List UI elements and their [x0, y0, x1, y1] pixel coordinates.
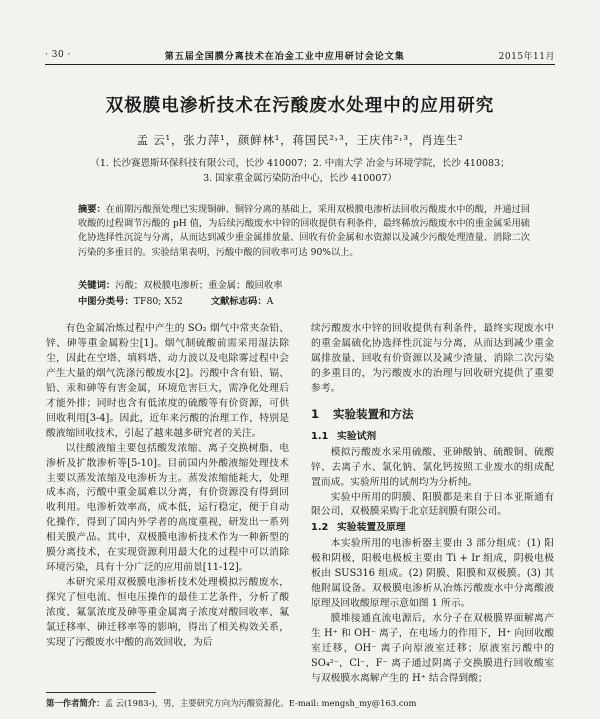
affiliation-line: （1. 长沙赛恩斯环保科技有限公司，长沙 410007；2. 中南大学 冶金与环境学院，长沙 410083； [90, 158, 510, 169]
body-paragraph: 膜堆接通直流电源后，水分子在双极膜界面解离产生 H⁺ 和 OH⁻ 离子，在电场力的作用下，H⁺ 向回收酸室迁移，OH⁻ 离子向原液室迁移；原液室污酸中的 SO₄²⁻，Cl⁻，F⁻ 离子通过阴离子交换膜进行回收酸室与双极膜水离解产生的 H⁺ 结合得到酸； [311, 613, 554, 684]
right-column [311, 322, 554, 687]
section-number: 1 [311, 406, 320, 421]
author-footnote [46, 697, 555, 709]
keywords-label: 关键词： [78, 280, 116, 291]
doc-code-label: 文献标志码： [210, 296, 267, 307]
footnote-text: 孟 云(1983-)，男，主要研究方向为污酸资源化。E-mail: mengsh_my@163.com [104, 698, 417, 708]
subsection-number: 1.2 [311, 522, 329, 534]
abstract-text: 在前期污酸预处理已实现铜砷、铜锌分离的基础上，采用双极膜电渗析法回收污酸废水中的酸，并通过回收酸的过程调节污酸的 pH 值，为后续污酸废水中锌的回收提供有利条件，最终稀放污酸废水中的重金属采用硫化协选择性沉淀与分离，从而达到减少重金属排放量、回收有价金属和水资源以及减少污酸处理渣量、消除二次污染的多重目的。实验结果表明，污酸中酸的回收率可达 90%以上。 [78, 204, 531, 258]
paper-title: 双极膜电渗析技术在污酸废水处理中的应用研究 [105, 96, 495, 116]
left-column [46, 322, 289, 651]
page-number: · 30 · [45, 50, 71, 60]
body-paragraph: 本研究采用双极膜电渗析技术处理模拟污酸废水，探究了恒电流、恒电压操作的最佳工艺条件，分析了酸浓度、氟氯浓度及砷等重金属离子浓度对酸回收率、氟氯迁移率、砷迁移率等的影响，得出了相关构效关系，实现了污酸废水中酸的高效回收，为后 [46, 577, 289, 649]
conference-name: 第五届全国膜分离技术在冶金工业中应用研讨会论文集 [164, 51, 405, 62]
body-paragraph: 续污酸废水中锌的回收提供有利条件，最终实现废水中的重金属硫化协选择性沉淀与分离，从而达到减少重金属排放量、回收有价资源以及减少渣量、消除二次污染的多重目的，为污酸废水的治理与回收研究提供了重要参考。 [311, 323, 554, 394]
clc-label: 中图分类号： [78, 296, 134, 307]
body-paragraph: 有色金属冶炼过程中产生的 SO₂ 烟气中常夹杂铅、锌、砷等重金属粉尘[1]。烟气制硫酸前需采用湿法除尘，因此在空塔、填料塔、动力波以及电除雾过程中会产生大量的烟气洗涤污酸废水[2]。污酸中含有铅、镉、铅、汞和砷等有害金属，环境危害巨大，需净化处理后才能外排；同时也含有低浓度的硫酸等有价资源，可供回收利用[3-4]。因此，近年来污酸的治理工作，特别是酸液缩回收技术，引起了越来越多研究者的关注。 [46, 323, 289, 439]
author-list: 孟 云¹，张力萍¹，颜鲜林¹，蒋国民²˒³，王庆伟²˒³，肖连生² [136, 133, 464, 147]
subsection-number: 1.1 [311, 430, 329, 442]
footnote-rule [46, 692, 156, 693]
affiliations [60, 156, 540, 186]
section-heading [311, 407, 554, 422]
subsection-title: 实验装置及原理 [337, 522, 406, 534]
abstract-label: 摘要： [78, 204, 106, 215]
keywords-text: 污酸；双极膜电渗析；重金属；酸回收率 [115, 280, 283, 291]
keywords [78, 277, 530, 291]
body-paragraph: 实验中所用的阴膜、阳膜都是来自于日本亚斯通有限公司，双极膜采购于北京廷润膜有限公司。 [311, 491, 554, 518]
body-paragraph: 本实验所用的电渗析器主要由 3 部分组成：(1) 阳极和阴极，阳极电极板主要由 Ti + Ir 组成，阴极电极板由 SUS316 组成。(2) 阴膜、阳膜和双极膜。(3) 其他附属设备。双极膜电渗析从冶炼污酸废水中分离酸液原理及回收酸原理示意如图 1 所示。 [311, 538, 554, 610]
clc-value: TF80; X52 [133, 296, 183, 307]
body-paragraph: 以往酸液缩主要包括酸发浓缩、离子交换树脂、电渗析及扩散渗析等[5-10]。目前国内外酸液缩处理技术主要以蒸发浓缩及电渗析为主。蒸发浓缩能耗大，处理成本高，污酸中重金属难以分离，有价资源没有得到回收利用。电渗析效率高，成本低，运行稳定，便于自动化操作，得到了国内外学者的高度重视，研发出一系列相关膜产品。其中，双极膜电渗析技术作为一种新型的膜分离技术，在实现资源利用最大化的过程中可以消除环境污染，具有十分广泛的应用前景[11-12]。 [46, 442, 289, 574]
classification [78, 293, 530, 307]
subsection-title: 实验试剂 [337, 430, 377, 442]
doc-code-value: A [266, 296, 274, 307]
footnote-label: 第一作者简介： [46, 698, 105, 708]
abstract [78, 203, 530, 260]
header-rule [45, 64, 555, 65]
body-paragraph: 模拟污酸废水采用硫酸、亚砷酸钠、硫酸铜、硫酸锌、去离子水、氯化钠、氯化钙按照工业废水的组成配置而成。实验所用的试剂均为分析纯。 [311, 446, 554, 488]
section-title: 实验装置和方法 [333, 406, 414, 421]
subsection-heading [311, 430, 554, 445]
subsection-heading [311, 521, 554, 536]
affiliation-line: 3. 国家重金属污染防治中心，长沙 410007） [203, 173, 397, 184]
running-header [45, 48, 555, 62]
publication-date: 2015年11月 [498, 51, 555, 62]
